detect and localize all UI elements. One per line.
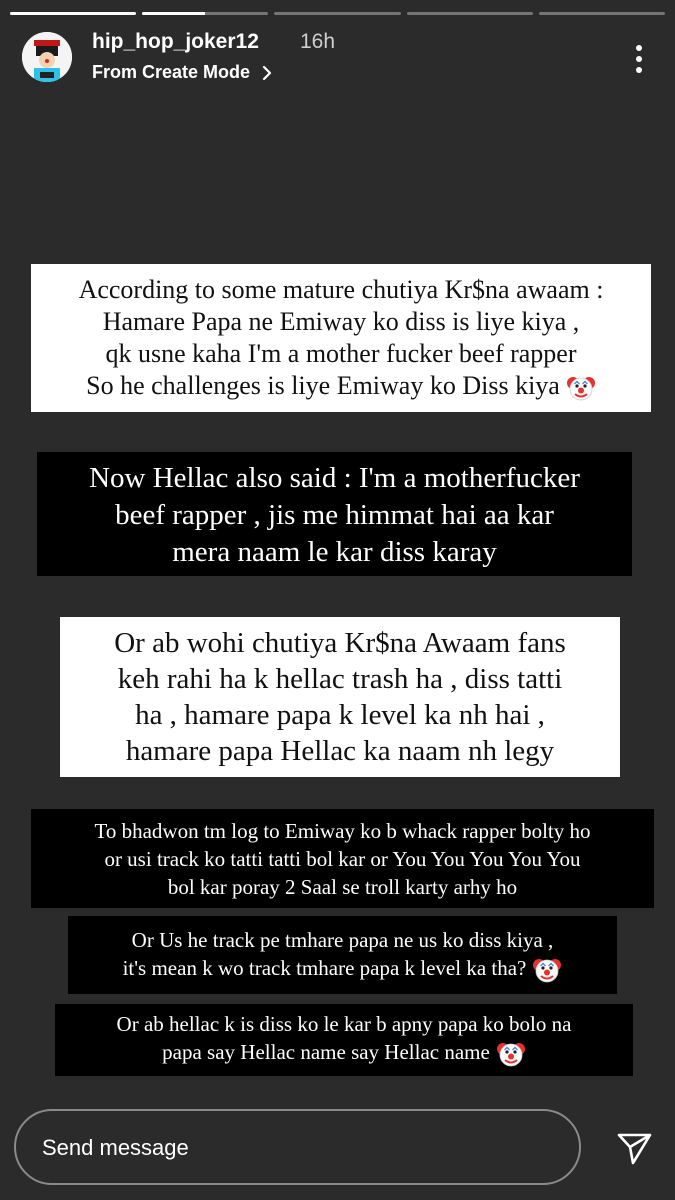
story-text-box-4 xyxy=(31,809,654,908)
text-line-with-emoji xyxy=(68,954,617,985)
story-text-box-1 xyxy=(31,264,651,412)
text-line: beef rapper , jis me himmat hai aa kar xyxy=(115,499,554,531)
text-line-with-emoji xyxy=(55,1038,633,1069)
text-line: Hamare Papa ne Emiway ko diss is liye kiya , xyxy=(102,307,580,336)
chevron-right-icon xyxy=(258,64,276,82)
send-message-field[interactable] xyxy=(14,1109,581,1185)
story-text-box-6 xyxy=(55,1004,633,1076)
text-line: Now Hellac also said : I'm a motherfucker xyxy=(89,462,580,494)
text-line: According to some mature chutiya Kr$na awaam : xyxy=(78,275,604,304)
progress-segment-5 xyxy=(539,12,665,15)
story-text-box-5 xyxy=(68,916,617,994)
text-line: keh rahi ha k hellac trash ha , diss tatti xyxy=(117,663,563,695)
message-input[interactable] xyxy=(40,1129,544,1167)
text-line: mera naam le kar diss karay xyxy=(172,536,497,568)
text-line: Or ab wohi chutiya Kr$na Awaam fans xyxy=(114,627,566,659)
story-timestamp: 16h xyxy=(300,30,336,53)
text-line: So he challenges is liye Emiway ko Diss kiya xyxy=(86,371,560,400)
progress-segment-1 xyxy=(10,12,136,15)
text-line: Or ab hellac k is diss ko le kar b apny papa ko bolo na xyxy=(116,1012,572,1036)
text-line: Or Us he track pe tmhare papa ne us ko diss kiya , xyxy=(131,928,554,952)
progress-segment-2 xyxy=(142,12,268,15)
text-line: it's mean k wo track tmhare papa k level ka tha? xyxy=(122,956,527,980)
username[interactable]: hip_hop_joker12 xyxy=(92,30,259,53)
progress-segment-4 xyxy=(407,12,533,15)
send-icon[interactable] xyxy=(614,1128,654,1168)
clown-face-emoji-icon xyxy=(496,1039,526,1069)
story-text-box-2 xyxy=(37,452,632,576)
create-mode-label: From Create Mode xyxy=(92,62,251,82)
text-line: or usi track ko tatti tatti bol kar or You You You You You xyxy=(104,847,581,871)
more-vertical-icon[interactable] xyxy=(631,44,647,74)
text-line: qk usne kaha I'm a mother fucker beef rapper xyxy=(105,339,577,368)
story-header xyxy=(0,28,675,92)
text-line-with-emoji xyxy=(31,370,651,403)
clown-avatar-icon[interactable] xyxy=(22,32,72,82)
text-line: hamare papa Hellac ka naam nh legy xyxy=(125,735,555,767)
text-line: To bhadwon tm log to Emiway ko b whack rapper bolty ho xyxy=(94,819,591,843)
story-text-box-3 xyxy=(60,617,620,777)
create-mode-link[interactable] xyxy=(92,62,276,83)
text-line: bol kar poray 2 Saal se troll karty arhy ho xyxy=(167,875,518,899)
clown-face-emoji-icon xyxy=(532,955,562,985)
story-progress-bar xyxy=(10,12,665,15)
progress-segment-3 xyxy=(274,12,400,15)
clown-face-emoji-icon xyxy=(566,373,596,403)
text-line: ha , hamare papa k level ka nh hai , xyxy=(135,699,545,731)
text-line: papa say Hellac name say Hellac name xyxy=(162,1040,490,1064)
